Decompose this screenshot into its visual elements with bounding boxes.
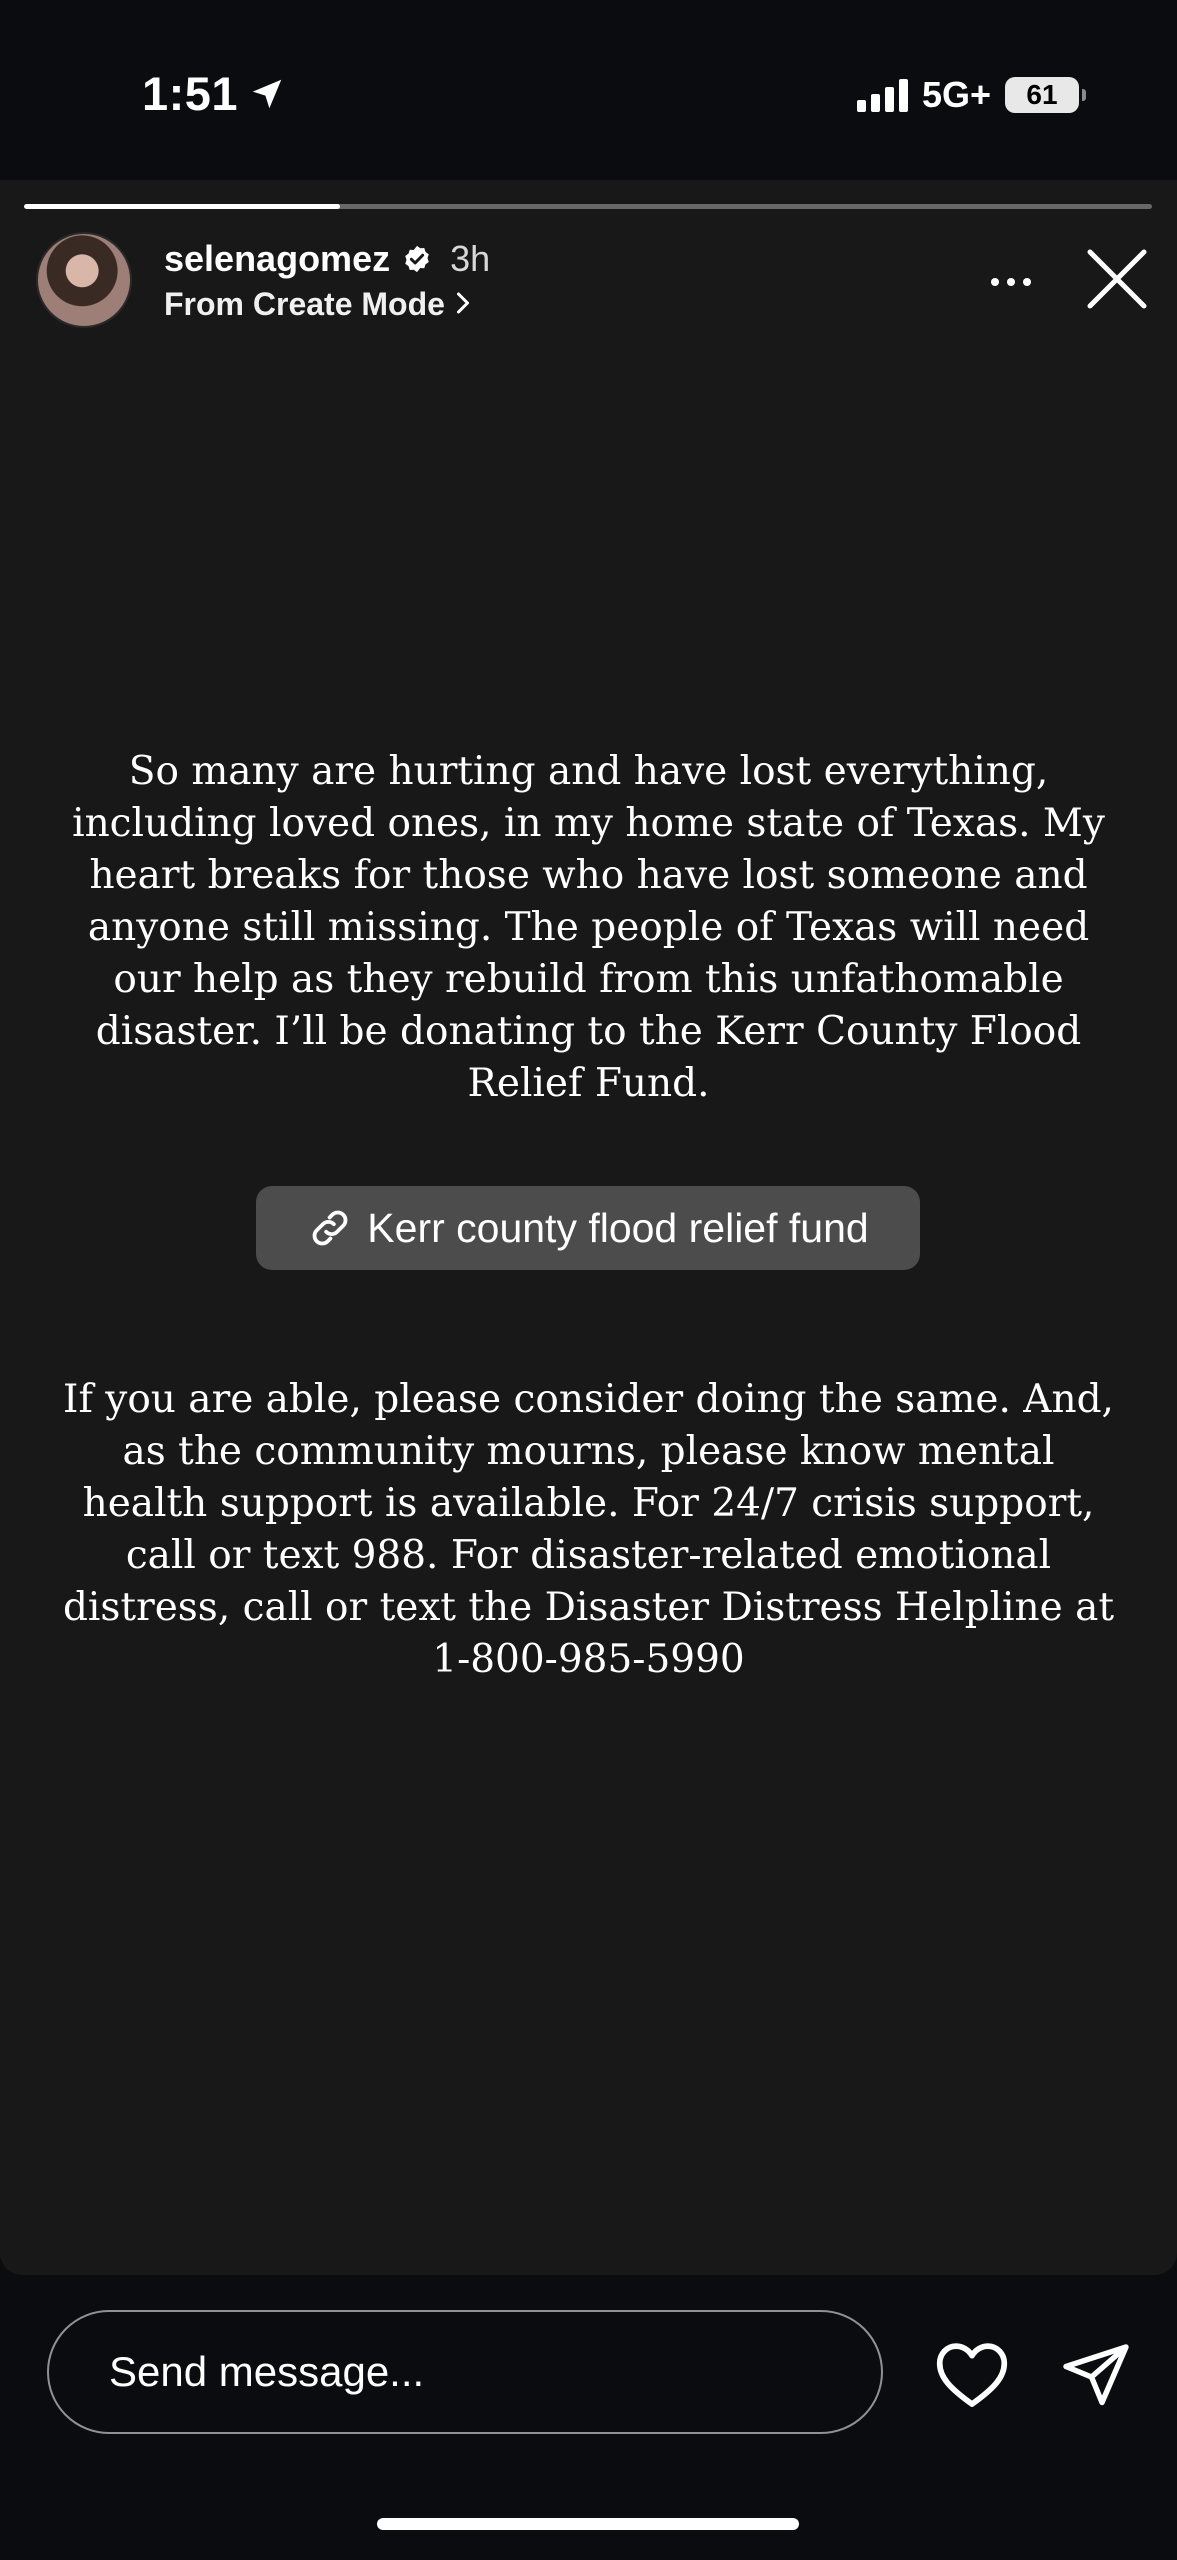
send-message-input[interactable] bbox=[47, 2310, 883, 2434]
close-button[interactable] bbox=[1082, 244, 1152, 314]
battery-level: 61 bbox=[1026, 79, 1058, 110]
username-row[interactable] bbox=[164, 238, 490, 280]
link-icon bbox=[307, 1205, 353, 1251]
story-progress-bar bbox=[24, 204, 1152, 209]
send-message-placeholder: Send message... bbox=[109, 2348, 425, 2395]
verified-badge-icon bbox=[402, 244, 432, 274]
battery-icon bbox=[1005, 77, 1079, 113]
link-label: Kerr county flood relief fund bbox=[367, 1204, 869, 1251]
story-progress-fill bbox=[24, 204, 340, 209]
story-paragraph-1: So many are hurting and have lost everything, including loved ones, in my home state of Texas. My heart breaks for those who have lost someone and anyone still missing. The people of Texas will need our help as they rebuild from this unfathomable disaster. I’ll be donating to the Kerr County Flood Relief Fund. bbox=[72, 749, 1105, 1106]
post-time: 3h bbox=[450, 238, 491, 279]
location-arrow-icon bbox=[248, 75, 286, 113]
more-dot-icon bbox=[1023, 278, 1031, 286]
status-indicators bbox=[857, 74, 1079, 116]
status-time-group bbox=[142, 66, 286, 121]
more-dot-icon bbox=[1007, 278, 1015, 286]
close-icon bbox=[1082, 244, 1152, 314]
paper-plane-icon bbox=[1058, 2338, 1134, 2410]
like-button[interactable] bbox=[934, 2338, 1010, 2410]
more-dot-icon bbox=[991, 278, 999, 286]
signal-bars-icon bbox=[857, 78, 908, 112]
username[interactable]: selenagomez bbox=[164, 238, 391, 279]
network-type: 5G+ bbox=[921, 74, 991, 115]
status-time: 1:51 bbox=[142, 67, 239, 120]
share-button[interactable] bbox=[1058, 2338, 1134, 2410]
avatar[interactable] bbox=[36, 232, 132, 328]
home-indicator[interactable] bbox=[377, 2518, 799, 2530]
create-mode-label: From Create Mode bbox=[164, 286, 445, 322]
chevron-right-icon bbox=[455, 286, 471, 323]
story-header bbox=[36, 232, 1146, 332]
heart-icon bbox=[934, 2338, 1010, 2410]
story-paragraph-2: If you are able, please consider doing the same. And, as the community mourns, please know mental health support is available. For 24/7 crisis support, call or text 988. For disaster-related emotional distress, call or text the Disaster Distress Helpline at 1-800-985-5990 bbox=[62, 1377, 1115, 1682]
create-mode-link[interactable] bbox=[164, 286, 471, 323]
more-options-button[interactable] bbox=[976, 262, 1046, 302]
status-bar bbox=[0, 0, 1177, 180]
link-sticker[interactable] bbox=[256, 1186, 920, 1270]
